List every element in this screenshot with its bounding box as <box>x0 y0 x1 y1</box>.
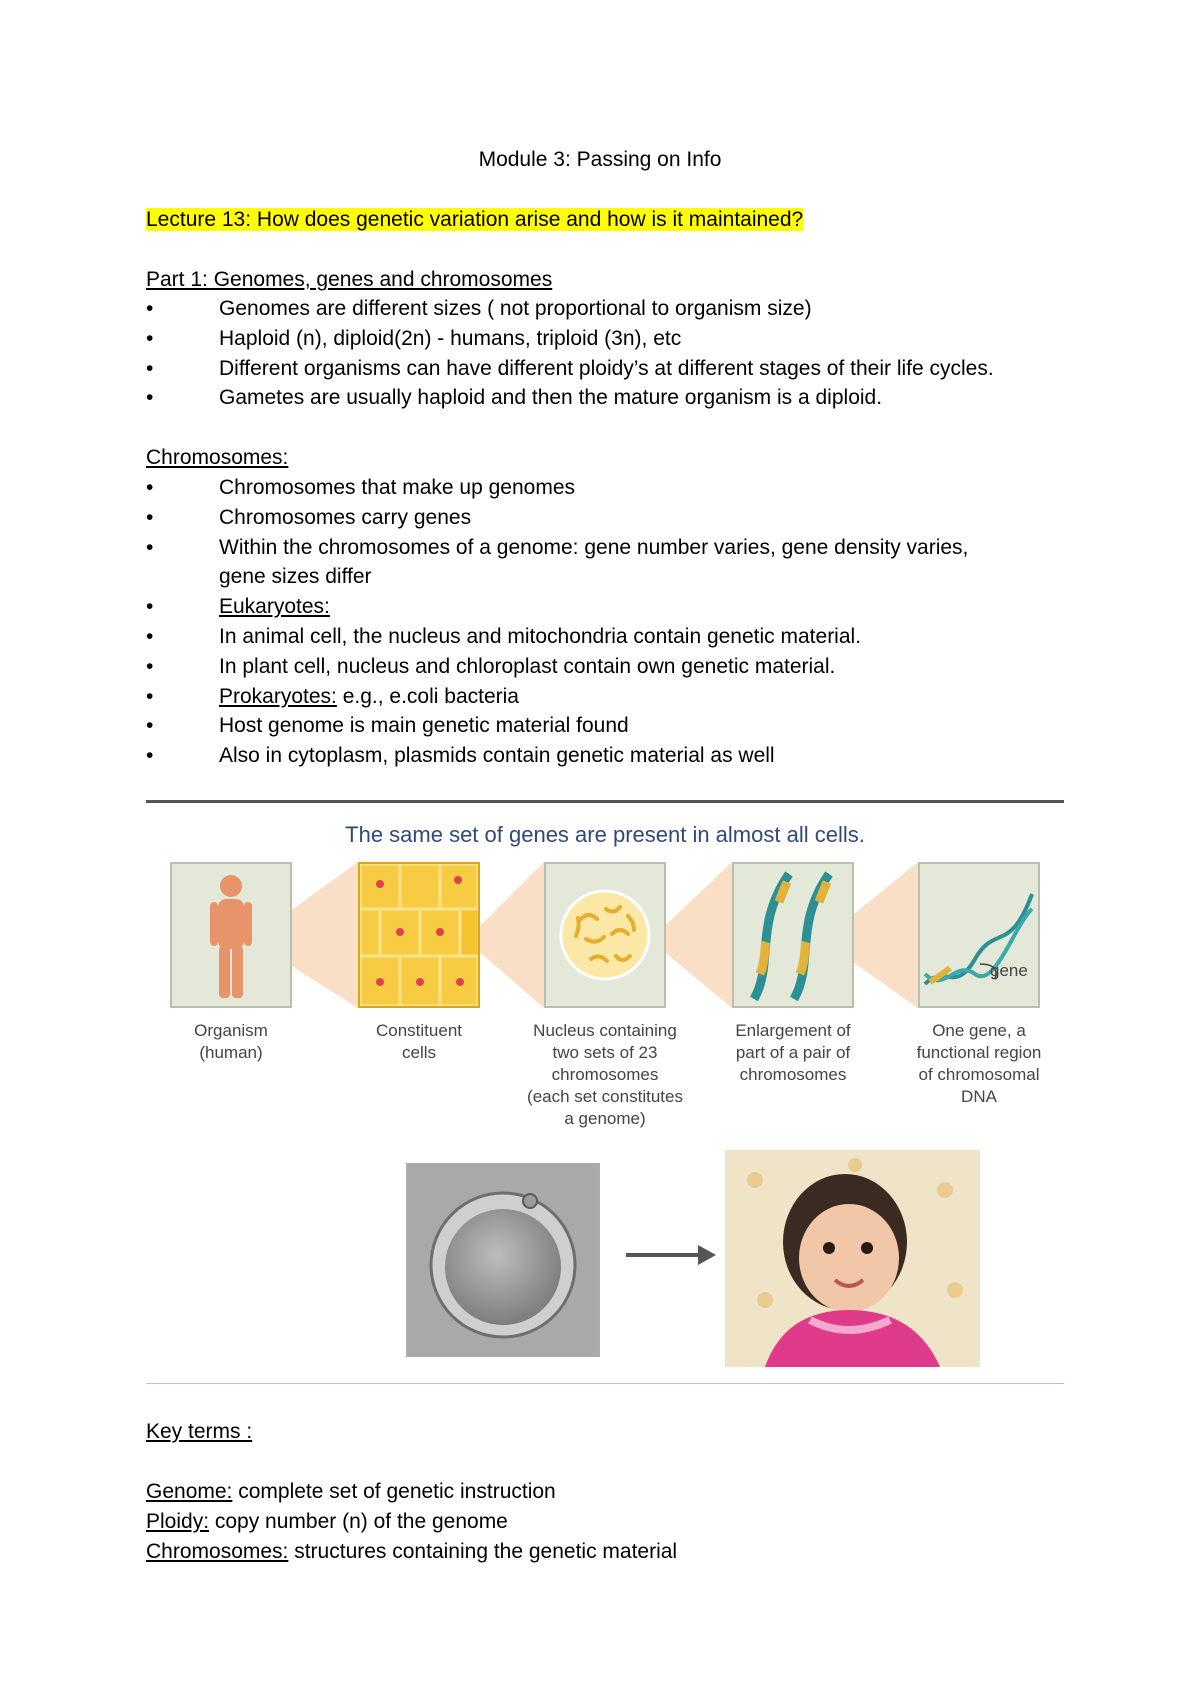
term-definition: structures containing the genetic material <box>288 1540 678 1563</box>
term-definition: copy number (n) of the genome <box>209 1510 508 1533</box>
key-term-ploidy <box>146 1508 508 1536</box>
caption-chromosomes <box>708 1020 878 1086</box>
caption-line: part of a pair of <box>735 1043 851 1062</box>
list-item: • Genomes are different sizes ( not proportional to organism size) <box>146 294 994 324</box>
term-label: Ploidy: <box>146 1510 210 1533</box>
caption-line: chromosomes <box>739 1065 847 1084</box>
caption-cells <box>334 1020 504 1064</box>
caption-nucleus <box>520 1020 690 1130</box>
human-figure-icon <box>172 864 290 1006</box>
term-definition: complete set of genetic instruction <box>232 1480 556 1503</box>
caption-line: (human) <box>199 1043 263 1062</box>
nucleus-icon <box>546 864 664 1006</box>
caption-organism <box>146 1020 316 1064</box>
list-item: • Host genome is main genetic material found <box>146 711 1019 741</box>
gene-label: gene <box>990 961 1028 980</box>
caption-line: One gene, a <box>932 1021 1026 1040</box>
caption-line: functional region <box>916 1043 1042 1062</box>
caption-line: DNA <box>961 1087 997 1106</box>
key-terms-heading-text: Key terms : <box>146 1420 253 1443</box>
key-term-genome <box>146 1478 556 1506</box>
baby-photo-illustration <box>725 1150 980 1367</box>
egg-cell-image <box>406 1163 600 1357</box>
list-item: • Chromosomes that make up genomes <box>146 473 1019 503</box>
egg-cell-icon <box>408 1165 598 1355</box>
caption-line: a genome) <box>564 1109 646 1128</box>
part1-heading: Part 1: Genomes, genes and chromosomes <box>146 268 553 291</box>
figure-title: The same set of genes are present in almost all cells. <box>345 822 865 847</box>
list-item: • Different organisms can have different ploidy’s at different stages of their life cycles. <box>146 354 994 384</box>
caption-gene <box>894 1020 1064 1108</box>
arrow-right-icon <box>620 1240 720 1270</box>
list-item: • In plant cell, nucleus and chloroplast contain own genetic material. <box>146 652 1019 682</box>
baby-photo <box>725 1150 980 1367</box>
caption-line: Nucleus containing <box>533 1021 677 1040</box>
caption-line: Organism <box>194 1021 268 1040</box>
term-label: Chromosomes: <box>146 1540 289 1563</box>
key-terms-heading <box>146 1418 252 1446</box>
eukaryotes-label: Eukaryotes: <box>219 595 330 619</box>
caption-line: cells <box>401 1043 436 1062</box>
key-term-chromosomes <box>146 1538 677 1566</box>
caption-line: of chromosomal <box>918 1065 1040 1084</box>
chromosome-pair-icon <box>734 864 852 1006</box>
lecture-heading-text: Lecture 13: How does genetic variation arise and how is it maintained? <box>146 208 804 231</box>
dna-helix-icon <box>920 864 1038 1006</box>
figure-bottom-rule <box>146 1383 1064 1384</box>
list-item: • In animal cell, the nucleus and mitochondria contain genetic material. <box>146 622 1019 652</box>
caption-line: Enlargement of <box>735 1021 851 1040</box>
cells-panel <box>358 862 480 1008</box>
gene-panel <box>918 862 1040 1008</box>
nucleus-panel <box>544 862 666 1008</box>
list-item: • Gametes are usually haploid and then the mature organism is a diploid. <box>146 383 994 413</box>
chromosome-pair-panel <box>732 862 854 1008</box>
chromosomes-heading: Chromosomes: <box>146 446 289 469</box>
organism-panel <box>170 862 292 1008</box>
caption-line: Constituent <box>376 1021 462 1040</box>
term-label: Genome: <box>146 1480 233 1503</box>
page-title: Module 3: Passing on Info <box>478 148 722 171</box>
caption-line: chromosomes <box>551 1065 659 1084</box>
list-item: • Haploid (n), diploid(2n) - humans, triploid (3n), etc <box>146 324 994 354</box>
prokaryotes-label: Prokaryotes: <box>219 684 337 708</box>
caption-line: two sets of 23 <box>552 1043 658 1062</box>
list-item: • Also in cytoplasm, plasmids contain genetic material as well <box>146 741 1019 771</box>
cell-grid-icon <box>360 864 478 1006</box>
prokaryotes-rest: e.g., e.coli bacteria <box>336 684 519 708</box>
caption-line: (each set constitutes <box>527 1087 683 1106</box>
wrapped-item-text: Within the chromosomes of a genome: gene number varies, gene density varies, gene sizes differ <box>219 535 969 589</box>
list-item: • Chromosomes carry genes <box>146 503 1019 533</box>
